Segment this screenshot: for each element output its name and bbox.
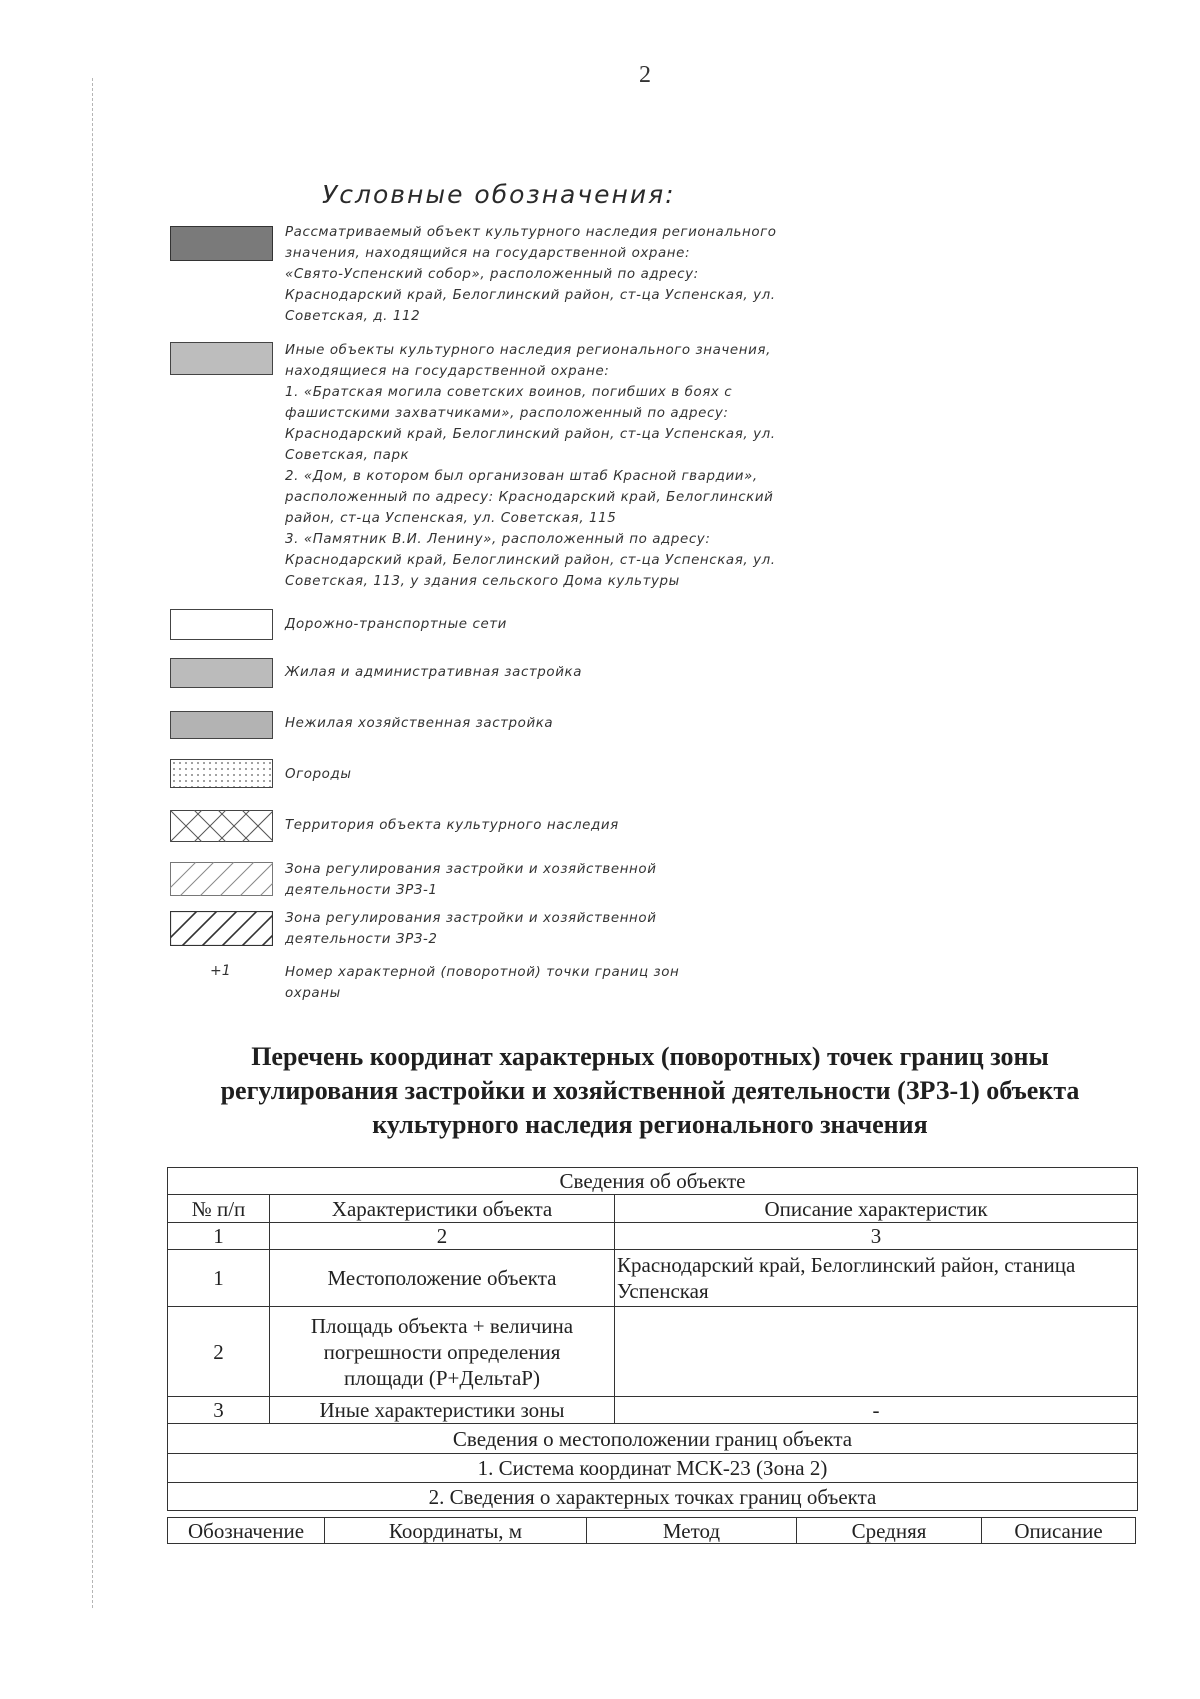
legend-line: Жилая и административная застройка xyxy=(285,665,582,680)
legend-text xyxy=(285,340,865,592)
table-numbering-row xyxy=(168,1223,1138,1250)
table-row xyxy=(168,1250,1138,1307)
swatch-cross-hatch xyxy=(170,810,273,842)
column-header: Описание xyxy=(982,1518,1136,1544)
legend-line: Зона регулирования застройки и хозяйственной xyxy=(285,862,657,877)
table-row xyxy=(168,1397,1138,1424)
binding-margin-line xyxy=(92,78,93,1608)
characteristic-cell: Иные характеристики зоны xyxy=(270,1397,615,1424)
coordinates-header-table xyxy=(167,1517,1136,1544)
column-header: Характеристики объекта xyxy=(270,1195,615,1223)
legend-text xyxy=(285,764,865,785)
legend-line: Зона регулирования застройки и хозяйственной xyxy=(285,911,657,926)
legend-text xyxy=(285,614,865,635)
column-number: 1 xyxy=(168,1223,270,1250)
row-number: 1 xyxy=(168,1250,270,1307)
legend-text xyxy=(285,908,865,950)
column-number: 2 xyxy=(270,1223,615,1250)
legend-line: «Свято-Успенский собор», расположенный по адресу: xyxy=(285,267,699,282)
table-header-row xyxy=(168,1195,1138,1223)
points-title: 2. Сведения о характерных точках границ объекта xyxy=(168,1483,1138,1511)
legend-line: Краснодарский край, Белоглинский район, ст-ца Успенская, ул. xyxy=(285,553,776,568)
column-header: № п/п xyxy=(168,1195,270,1223)
characteristic-cell: Местоположение объекта xyxy=(270,1250,615,1307)
legend-line: Огороды xyxy=(285,767,352,782)
description-cell: - xyxy=(615,1397,1138,1424)
row-number: 2 xyxy=(168,1307,270,1397)
legend-line: Краснодарский край, Белоглинский район, ст-ца Успенская, ул. xyxy=(285,288,776,303)
column-header: Метод xyxy=(587,1518,797,1544)
location-title: Сведения о местоположении границ объекта xyxy=(168,1424,1138,1454)
legend-line: Нежилая хозяйственная застройка xyxy=(285,716,554,731)
row-number: 3 xyxy=(168,1397,270,1424)
point-number-symbol: +1 xyxy=(210,963,231,979)
legend-line: находящиеся на государственной охране: xyxy=(285,364,610,379)
legend-line: Дорожно-транспортные сети xyxy=(285,617,507,632)
table-row xyxy=(168,1307,1138,1397)
column-header: Описание характеристик xyxy=(615,1195,1138,1223)
table-header-row xyxy=(168,1518,1136,1544)
table-row xyxy=(168,1483,1138,1511)
legend-line: район, ст-ца Успенская, ул. Советская, 115 xyxy=(285,511,617,526)
table-row xyxy=(168,1168,1138,1195)
table-row xyxy=(168,1424,1138,1454)
legend-line: фашистскими захватчиками», расположенный по адресу: xyxy=(285,406,729,421)
legend-text xyxy=(285,222,865,327)
heading-line: культурного наследия регионального значения xyxy=(372,1110,928,1139)
legend-line: Территория объекта культурного наследия xyxy=(285,818,619,833)
legend-line: Советская, д. 112 xyxy=(285,309,421,324)
document-heading xyxy=(150,1040,1150,1142)
legend-line: Иные объекты культурного наследия регионального значения, xyxy=(285,343,771,358)
legend-text xyxy=(285,962,865,1004)
swatch-light-grey xyxy=(170,342,273,375)
description-cell xyxy=(615,1307,1138,1397)
heading-line: Перечень координат характерных (поворотных) точек границ зоны xyxy=(251,1042,1049,1071)
legend-line: Краснодарский край, Белоглинский район, ст-ца Успенская, ул. xyxy=(285,427,776,442)
description-cell: Краснодарский край, Белоглинский район, станица Успенская xyxy=(615,1250,1138,1307)
legend-text xyxy=(285,815,865,836)
page-number: 2 xyxy=(639,62,651,88)
swatch-grey xyxy=(170,711,273,739)
legend-line: расположенный по адресу: Краснодарский край, Белоглинский xyxy=(285,490,774,505)
legend-line: Советская, 113, у здания сельского Дома культуры xyxy=(285,574,680,589)
legend-line: 2. «Дом, в котором был организован штаб Красной гвардии», xyxy=(285,469,758,484)
legend-text xyxy=(285,662,865,683)
column-header: Координаты, м xyxy=(325,1518,587,1544)
legend-line: Рассматриваемый объект культурного наследия регионального xyxy=(285,225,777,240)
column-header: Средняя xyxy=(797,1518,982,1544)
swatch-white xyxy=(170,609,273,640)
swatch-dark-grey xyxy=(170,226,273,261)
swatch-dark-hatch xyxy=(170,911,273,946)
section-title: Сведения об объекте xyxy=(168,1168,1138,1195)
heading-line: регулирования застройки и хозяйственной деятельности (ЗРЗ-1) объекта xyxy=(220,1076,1080,1105)
swatch-light-hatch xyxy=(170,862,273,896)
legend-text xyxy=(285,713,865,734)
legend-line: деятельности ЗРЗ-1 xyxy=(285,883,438,898)
legend-line: Советская, парк xyxy=(285,448,410,463)
characteristic-cell: Площадь объекта + величина погрешности определения площади (Р+ДельтаР) xyxy=(270,1307,615,1397)
legend-text xyxy=(285,859,865,901)
legend-line: Номер характерной (поворотной) точки границ зон xyxy=(285,965,680,980)
swatch-dotted xyxy=(170,759,273,788)
legend-line: 1. «Братская могила советских воинов, погибших в боях с xyxy=(285,385,733,400)
coord-system: 1. Система координат МСК-23 (Зона 2) xyxy=(168,1454,1138,1483)
legend-title: Условные обозначения: xyxy=(322,180,676,209)
swatch-grey xyxy=(170,658,273,688)
legend-line: деятельности ЗРЗ-2 xyxy=(285,932,438,947)
column-number: 3 xyxy=(615,1223,1138,1250)
table-row xyxy=(168,1454,1138,1483)
column-header: Обозначение xyxy=(168,1518,325,1544)
legend-line: 3. «Памятник В.И. Ленину», расположенный по адресу: xyxy=(285,532,711,547)
legend-line: значения, находящийся на государственной охране: xyxy=(285,246,691,261)
object-info-table xyxy=(167,1167,1138,1511)
legend-line: охраны xyxy=(285,986,341,1001)
